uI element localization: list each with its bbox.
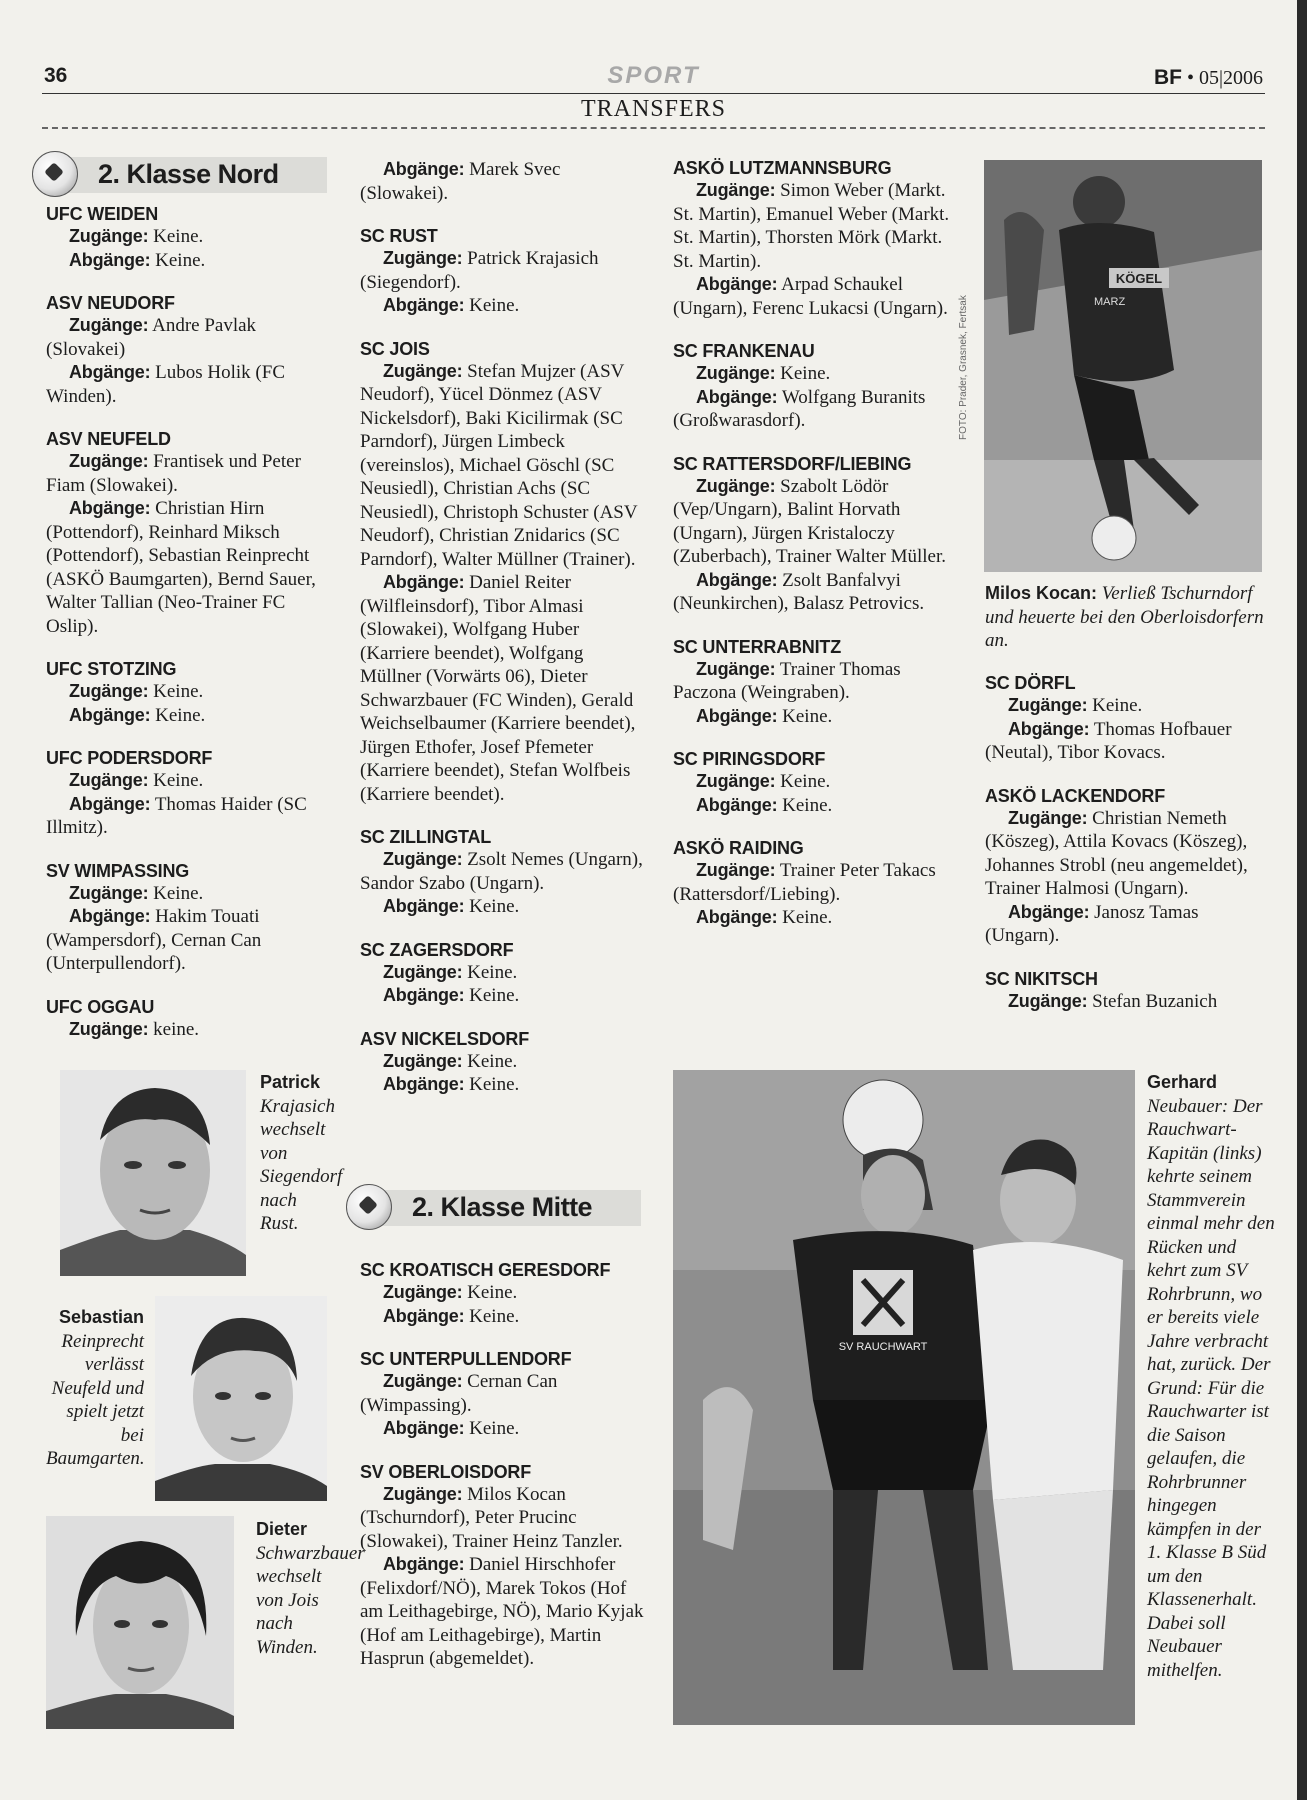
transfer-text: Keine.	[462, 961, 518, 983]
transfer-text: Trainer Peter Takacs (Rattersdorf/Liebing).	[673, 860, 936, 905]
transfer-text: Lubos Holik (FC Winden).	[46, 362, 286, 407]
transfer-text: Keine.	[148, 770, 204, 791]
transfer-label: Abgänge:	[383, 896, 465, 916]
transfer-text: Keine.	[777, 705, 833, 727]
transfer-text: Keine.	[775, 771, 831, 792]
soccer-ball-icon	[32, 151, 78, 197]
transfer-label: Abgänge:	[696, 386, 778, 407]
photo-credit: FOTO: Prader, Grasnek, Fertsak	[958, 295, 969, 440]
transfer-label: Abgänge:	[383, 295, 465, 315]
caption-name: Dieter	[256, 1519, 308, 1539]
transfer-column-4	[985, 673, 1275, 1013]
page-title: TRANSFERS	[580, 96, 727, 122]
transfer-text: Keine.	[150, 249, 206, 271]
transfer-text: Zsolt Banfalvyi (Neunkirchen), Balasz Petrovics.	[673, 569, 925, 614]
transfer-text: Keine.	[777, 794, 833, 816]
transfer-line	[673, 770, 958, 794]
transfer-text: Christian Nemeth (Köszeg), Attila Kovacs (Köszeg), Johannes Strobl (neu angemeldet), Trainer Halmosi (Ungarn).	[985, 807, 1248, 899]
transfer-line	[360, 360, 648, 572]
caption-milos-kocan	[985, 582, 1270, 653]
transfer-line	[673, 386, 958, 433]
transfer-text: Daniel Hirschhofer (Felixdorf/NÖ), Marek Tokos (Hof am Leithagebirge, NÖ), Mario Kyjak (Hof am Leithagebirge), Martin Hasprun (abgemeldet).	[360, 1554, 644, 1669]
transfer-label: Zugänge:	[69, 770, 149, 790]
section-title: 2. Klasse Nord	[98, 159, 279, 189]
transfer-label: Zugänge:	[696, 475, 776, 496]
transfer-label: Abgänge:	[1008, 718, 1090, 739]
transfer-text: Frantisek und Peter Fiam (Slowakei).	[46, 451, 301, 496]
transfer-label: Zugänge:	[383, 1050, 463, 1071]
transfer-label: Zugänge:	[69, 451, 149, 471]
club-name: SC UNTERRABNITZ	[673, 636, 841, 657]
transfer-label: Zugänge:	[69, 226, 149, 246]
transfer-text: Patrick Krajasich (Siegendorf).	[360, 248, 599, 293]
transfer-label: Zugänge:	[383, 248, 463, 268]
transfer-text: Cernan Can (Wimpassing).	[360, 1371, 558, 1416]
club-name: SC PIRINGSDORF	[673, 749, 826, 769]
transfer-text: Zsolt Nemes (Ungarn), Sandor Szabo (Ungarn).	[360, 849, 643, 894]
transfer-line	[46, 882, 330, 906]
photo-patrick-krajasich	[60, 1070, 246, 1276]
header-rule	[42, 93, 1265, 94]
transfer-line	[360, 848, 648, 895]
transfer-label: Abgänge:	[696, 274, 778, 294]
transfer-text: Arpad Schaukel (Ungarn), Ferenc Lukacsi (Ungarn).	[673, 274, 948, 319]
transfer-text: Keine.	[150, 704, 206, 726]
caption-dieter	[256, 1518, 365, 1659]
caption-gerhard	[1147, 1071, 1275, 1682]
transfer-line	[360, 158, 648, 205]
transfer-line	[46, 680, 330, 704]
transfer-line	[673, 658, 958, 705]
brand-label: BF	[1153, 66, 1182, 89]
transfer-label: Zugänge:	[69, 315, 149, 335]
jersey-text: SV RAUCHWART	[838, 1341, 928, 1353]
transfer-text: Keine.	[464, 1418, 520, 1439]
transfer-line	[360, 1417, 648, 1441]
transfer-text: Keine.	[1087, 695, 1143, 716]
transfer-text: Keine.	[462, 1050, 518, 1072]
transfer-label: Zugänge:	[696, 771, 776, 791]
transfer-text: Hakim Touati (Wampersdorf), Cernan Can (Unterpullendorf).	[46, 906, 262, 974]
transfer-label: Zugänge:	[383, 1483, 463, 1504]
transfer-line	[985, 901, 1275, 948]
transfer-text: Keine.	[464, 896, 520, 917]
transfer-label: Abgänge:	[383, 985, 465, 1005]
photo-gerhard-neubauer	[673, 1070, 1135, 1725]
transfer-label: Zugänge:	[383, 849, 463, 869]
caption-name: Sebastian	[58, 1307, 144, 1327]
transfer-line	[46, 249, 330, 273]
club-name: SC UNTERPULLENDORF	[360, 1349, 572, 1369]
caption-text: Reinprecht verlässt Neufeld und spielt jetzt bei Baumgarten.	[46, 1330, 145, 1469]
transfer-label: Abgänge:	[383, 159, 465, 179]
transfer-label: Zugänge:	[696, 363, 776, 383]
club-name: SC FRANKENAU	[673, 341, 815, 361]
transfer-text: Trainer Thomas Paczona (Weingraben).	[673, 658, 901, 703]
photo-dieter-schwarzbauer	[46, 1516, 234, 1729]
transfer-label: Abgänge:	[696, 705, 778, 726]
transfer-label: Abgänge:	[383, 1305, 465, 1326]
transfer-label: Zugänge:	[1008, 990, 1088, 1011]
club-name: ASV NEUDORF	[46, 293, 175, 313]
transfer-text: Thomas Hofbauer (Neutal), Tibor Kovacs.	[985, 718, 1232, 763]
transfer-line	[673, 273, 958, 320]
transfer-label: Zugänge:	[383, 360, 463, 381]
club-name: ASKÖ LACKENDORF	[985, 785, 1165, 806]
caption-text: Verließ Tschurndorf und heuerte bei den Oberloisdorfern an.	[985, 583, 1264, 651]
transfer-line	[360, 247, 648, 294]
transfer-line	[360, 1305, 648, 1329]
club-name: ASV NEUFELD	[46, 429, 171, 449]
section-title: 2. Klasse Mitte	[412, 1192, 593, 1222]
transfer-line	[360, 1073, 648, 1097]
transfer-line	[46, 769, 330, 793]
caption-text: Schwarzbauer wechselt von Jois nach Winden.	[256, 1542, 365, 1658]
transfer-text: Keine.	[148, 882, 204, 904]
transfer-text: Milos Kocan (Tschurndorf), Peter Prucinc (Slowakei), Trainer Heinz Tanzler.	[360, 1483, 623, 1552]
caption-name: Milos Kocan:	[985, 583, 1098, 603]
transfer-line	[673, 906, 958, 930]
transfer-label: Zugänge:	[383, 1371, 463, 1391]
transfer-label: Zugänge:	[1008, 807, 1088, 828]
transfer-label: Abgänge:	[69, 249, 151, 270]
transfer-line	[360, 1370, 648, 1417]
transfer-text: Keine.	[464, 985, 520, 1006]
transfer-line	[985, 990, 1275, 1014]
caption-text: Neubauer: Der Rauchwart-Kapitän (links) kehrte seinem Stammverein einmal mehr den Rücken und kehrt zum SV Rohrbrunn, wo er bereits viele Jahre verbracht hat, zurück. Der Grund: Für die Rauchwarter ist die Saison gelaufen, die Rohrbrunner hingegen kämpfen in der 1. Klasse B Süd um den Klassenerhalt. Dabei soll Neubauer mithelfen.	[1147, 1095, 1275, 1681]
transfer-text: Keine.	[148, 226, 204, 247]
transfer-text: Keine.	[464, 1074, 520, 1095]
club-name: ASV NICKELSDORF	[360, 1028, 530, 1049]
club-name: UFC PODERSDORF	[46, 748, 213, 768]
transfer-line	[360, 961, 648, 985]
club-name: SV OBERLOISDORF	[360, 1461, 532, 1482]
transfer-line	[360, 984, 648, 1008]
transfer-line	[673, 569, 958, 616]
transfer-line	[360, 895, 648, 919]
transfer-text: Stefan Mujzer (ASV Neudorf), Yücel Dönmez (ASV Nickelsdorf), Baki Kicilirmak (SC Parndorf), Jürgen Limbeck (vereinslos), Michael Göschl (SC Neusiedl), Christian Achs (SC Neusiedl), Christoph Schuster (ASV Neudorf), Christian Znidarics (SC Parndorf), Walter Müllner (Trainer).	[360, 360, 638, 570]
transfer-line	[46, 905, 330, 976]
transfer-line	[360, 1553, 648, 1671]
transfer-column-1	[46, 204, 330, 1041]
header-dashed-rule	[42, 127, 1265, 129]
transfer-label: Abgänge:	[696, 907, 778, 927]
transfer-line	[673, 475, 958, 569]
transfer-label: Zugänge:	[69, 1018, 149, 1039]
transfer-line	[360, 1050, 648, 1074]
transfer-label: Zugänge:	[69, 882, 149, 903]
transfer-text: Keine.	[148, 681, 204, 702]
transfer-line	[360, 571, 648, 806]
club-name: ASKÖ RAIDING	[673, 838, 804, 858]
transfer-label: Abgänge:	[69, 362, 151, 382]
transfer-line	[673, 705, 958, 729]
jersey-text-2: MARZ	[1094, 296, 1126, 308]
transfer-column-3	[673, 158, 958, 930]
transfer-line	[985, 694, 1275, 718]
transfer-label: Abgänge:	[383, 572, 465, 592]
transfer-line	[360, 1281, 648, 1305]
transfer-text: Wolfgang Buranits (Großwarasdorf).	[673, 386, 926, 431]
photo-milos-kocan	[984, 160, 1262, 572]
transfer-line	[673, 859, 958, 906]
club-name: SC RUST	[360, 226, 438, 246]
transfer-label: Zugänge:	[383, 1282, 463, 1302]
section-label: SPORT	[607, 62, 700, 89]
section-header-nord	[42, 157, 327, 193]
transfer-label: Abgänge:	[1008, 901, 1090, 922]
issue-info: BF • 05|2006	[1153, 66, 1263, 89]
club-name: SV WIMPASSING	[46, 860, 190, 881]
transfer-label: Zugänge:	[1008, 695, 1088, 715]
transfer-label: Abgänge:	[383, 1074, 465, 1094]
transfer-label: Abgänge:	[69, 793, 151, 814]
transfer-line	[673, 362, 958, 386]
club-name: SC RATTERSDORF/LIEBING	[673, 453, 912, 474]
club-name: UFC STOTZING	[46, 659, 177, 679]
transfer-line	[985, 807, 1275, 901]
transfer-column-2	[360, 158, 648, 1097]
transfer-text: keine.	[148, 1018, 200, 1040]
transfer-label: Abgänge:	[383, 1554, 465, 1574]
caption-patrick	[260, 1071, 343, 1236]
transfer-text: Simon Weber (Markt. St. Martin), Emanuel Weber (Markt. St. Martin), Thorsten Mörk (Markt. St. Martin).	[673, 180, 950, 272]
section-header-mitte	[356, 1190, 641, 1226]
transfer-line	[360, 1483, 648, 1554]
transfer-label: Abgänge:	[69, 704, 151, 725]
transfer-text: Thomas Haider (SC Illmitz).	[46, 793, 307, 838]
club-name: ASKÖ LUTZMANNSBURG	[673, 158, 892, 178]
issue-date: 05|2006	[1198, 67, 1263, 89]
club-name: SC KROATISCH GERESDORF	[360, 1260, 611, 1280]
transfer-label: Abgänge:	[696, 569, 778, 590]
transfer-line	[46, 497, 330, 638]
transfer-text: Stefan Buzanich	[1087, 990, 1218, 1012]
transfer-text: Janosz Tamas (Ungarn).	[985, 901, 1199, 946]
page-number: 36	[44, 64, 68, 87]
club-name: SC NIKITSCH	[985, 968, 1098, 989]
transfer-text: Keine.	[777, 907, 833, 928]
transfer-line	[46, 450, 330, 497]
transfer-text: Keine.	[462, 1282, 518, 1303]
transfer-line	[673, 794, 958, 818]
transfer-line	[46, 314, 330, 361]
jersey-text: KÖGEL	[1115, 271, 1163, 286]
caption-name: Patrick	[260, 1072, 321, 1092]
transfer-line	[46, 225, 330, 249]
transfer-line	[46, 361, 330, 408]
club-name: UFC WEIDEN	[46, 204, 158, 224]
transfer-line	[46, 793, 330, 840]
transfer-text: Keine.	[464, 1305, 520, 1327]
photo-sebastian-reinprecht	[155, 1296, 327, 1501]
club-name: SC DÖRFL	[985, 673, 1076, 693]
club-name: UFC OGGAU	[46, 996, 155, 1017]
transfer-line	[985, 718, 1275, 765]
transfer-label: Zugänge:	[383, 961, 463, 982]
transfer-line	[46, 704, 330, 728]
transfer-text: Keine.	[775, 363, 831, 384]
caption-text: Krajasich wechselt von Siegendorf nach Rust.	[260, 1095, 343, 1234]
transfer-text: Marek Svec (Slowakei).	[360, 159, 561, 204]
transfer-text: Szabolt Lödör (Vep/Ungarn), Balint Horvath (Ungarn), Jürgen Kristaloczy (Zuberbach), Trainer Walter Müller.	[673, 475, 947, 567]
club-name: SC ZILLINGTAL	[360, 827, 492, 847]
club-name: SC ZAGERSDORF	[360, 939, 514, 960]
soccer-ball-icon	[346, 1184, 392, 1230]
transfer-line	[360, 294, 648, 318]
transfer-label: Zugänge:	[696, 860, 776, 880]
transfer-label: Abgänge:	[69, 498, 151, 518]
transfer-text: Christian Hirn (Pottendorf), Reinhard Miksch (Pottendorf), Sebastian Reinprecht (ASKÖ Baumgarten), Bernd Sauer, Walter Tallian (Neo-Trainer FC Oslip).	[46, 498, 316, 637]
transfer-line	[46, 1018, 330, 1042]
transfer-label: Zugänge:	[696, 180, 776, 200]
transfer-label: Abgänge:	[383, 1418, 465, 1438]
transfer-text: Keine.	[464, 295, 520, 316]
club-name: SC JOIS	[360, 338, 430, 359]
transfer-text: Andre Pavlak (Slovakei)	[46, 315, 257, 360]
transfer-column-2b	[360, 1260, 648, 1671]
caption-sebastian	[46, 1306, 144, 1471]
transfer-label: Abgänge:	[69, 906, 151, 926]
transfer-line	[673, 179, 958, 273]
transfer-label: Abgänge:	[696, 794, 778, 815]
page-edge-shadow	[1297, 0, 1307, 1800]
transfer-label: Zugänge:	[69, 681, 149, 701]
transfer-text: Daniel Reiter (Wilfleinsdorf), Tibor Almasi (Slowakei), Wolfgang Huber (Karriere beendet), Wolfgang Müllner (Vorwärts 06), Dieter Schwarzbauer (FC Winden), Gerald Weichselbaumer (Karriere beendet), Jürgen Ethofer, Josef Pfemeter (Karriere beendet), Stefan Wolfbeis (Karriere beendet).	[360, 572, 636, 805]
transfer-label: Zugänge:	[696, 658, 776, 679]
caption-name: Gerhard	[1147, 1072, 1218, 1092]
